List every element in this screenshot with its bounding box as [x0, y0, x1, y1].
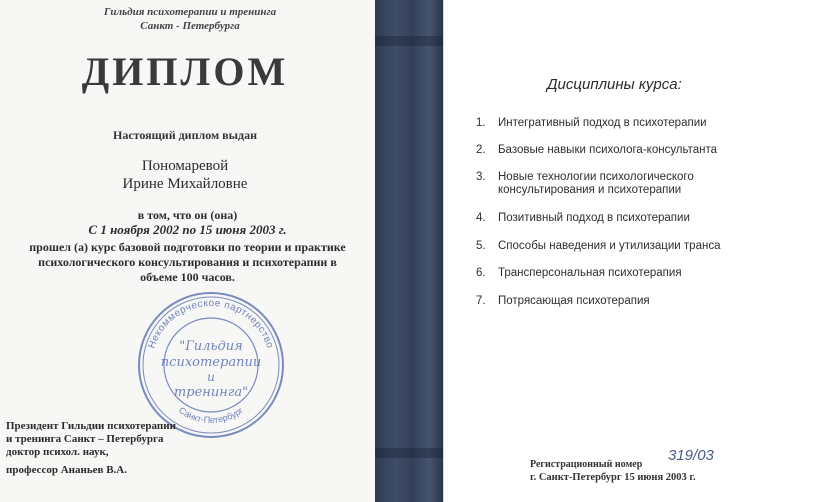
that-line: в том, что он (она) [137, 208, 238, 222]
list-item-number: 5. [476, 240, 486, 252]
disciplines-title: Дисциплины курса: [547, 76, 682, 93]
guild-name-line2: Санкт - Петербурга [140, 20, 240, 32]
list-item-number: 3. [476, 171, 486, 183]
left-page [0, 0, 375, 502]
guild-stamp [136, 290, 286, 440]
stamp-inner-line1: "Гильдия [179, 339, 243, 354]
list-item [476, 170, 796, 198]
stamp-inner-line4: тренинга" [173, 385, 249, 400]
signature-line-4: профессор Ананьев В.А. [6, 464, 128, 476]
diploma-title: ДИПЛОМ [81, 49, 289, 94]
signature-line-3: доктор психол. наук, [6, 446, 109, 458]
recipient-given-names: Ирине Михайловне [122, 176, 248, 192]
stamp-inner-line2: психотерапии [160, 355, 262, 370]
registration-label: Регистрационный номер [530, 459, 643, 470]
stamp-outer-text: Некоммерческое партнерство [146, 297, 276, 350]
book-spine [375, 0, 443, 502]
list-item-text: Трансперсональная психотерапия [498, 267, 682, 279]
list-item-text: Позитивный подход в психотерапии [498, 212, 690, 224]
list-item-number: 1. [476, 117, 486, 129]
course-line-2: психологического консультирования и психотерапии в [38, 255, 337, 269]
list-item-text: Интегративный подход в психотерапии [498, 117, 707, 129]
issued-statement: Настоящий диплом выдан [112, 128, 258, 142]
list-item-number: 4. [476, 212, 486, 224]
list-item-text: Потрясающая психотерапия [498, 295, 650, 307]
list-item-number: 6. [476, 267, 486, 279]
stamp-inner-line3: и [207, 370, 215, 384]
signature-line-2: и тренинга Санкт – Петербурга [6, 433, 164, 445]
spine-band [375, 36, 443, 46]
registration-number: 319/03 [668, 447, 714, 464]
course-line-1: прошел (а) курс базовой подготовки по теории и практике [29, 240, 346, 254]
recipient-surname: Пономаревой [141, 158, 229, 174]
svg-text:Санкт-Петербург [177, 405, 246, 425]
signature-line-1: Президент Гильдии психотерапии [6, 420, 176, 432]
guild-name-line1: Гильдия психотерапии и тренинга [103, 6, 277, 18]
list-item-text-continued: консультирования и психотерапии [498, 184, 682, 196]
list-item-text: Базовые навыки психолога-консультанта [498, 144, 718, 156]
stamp-bottom-text: Санкт-Петербург [176, 405, 246, 426]
spine-band [375, 448, 443, 458]
list-item-number: 2. [476, 144, 486, 156]
city-date: г. Санкт-Петербург 15 июня 2003 г. [530, 472, 696, 483]
list-item-text: Способы наведения и утилизации транса [498, 240, 721, 252]
list-item-text: Новые технологии психологического [498, 171, 694, 183]
course-dates: С 1 ноября 2002 по 15 июня 2003 г. [88, 222, 287, 237]
course-line-3: объеме 100 часов. [140, 270, 235, 284]
list-item-number: 7. [476, 295, 486, 307]
